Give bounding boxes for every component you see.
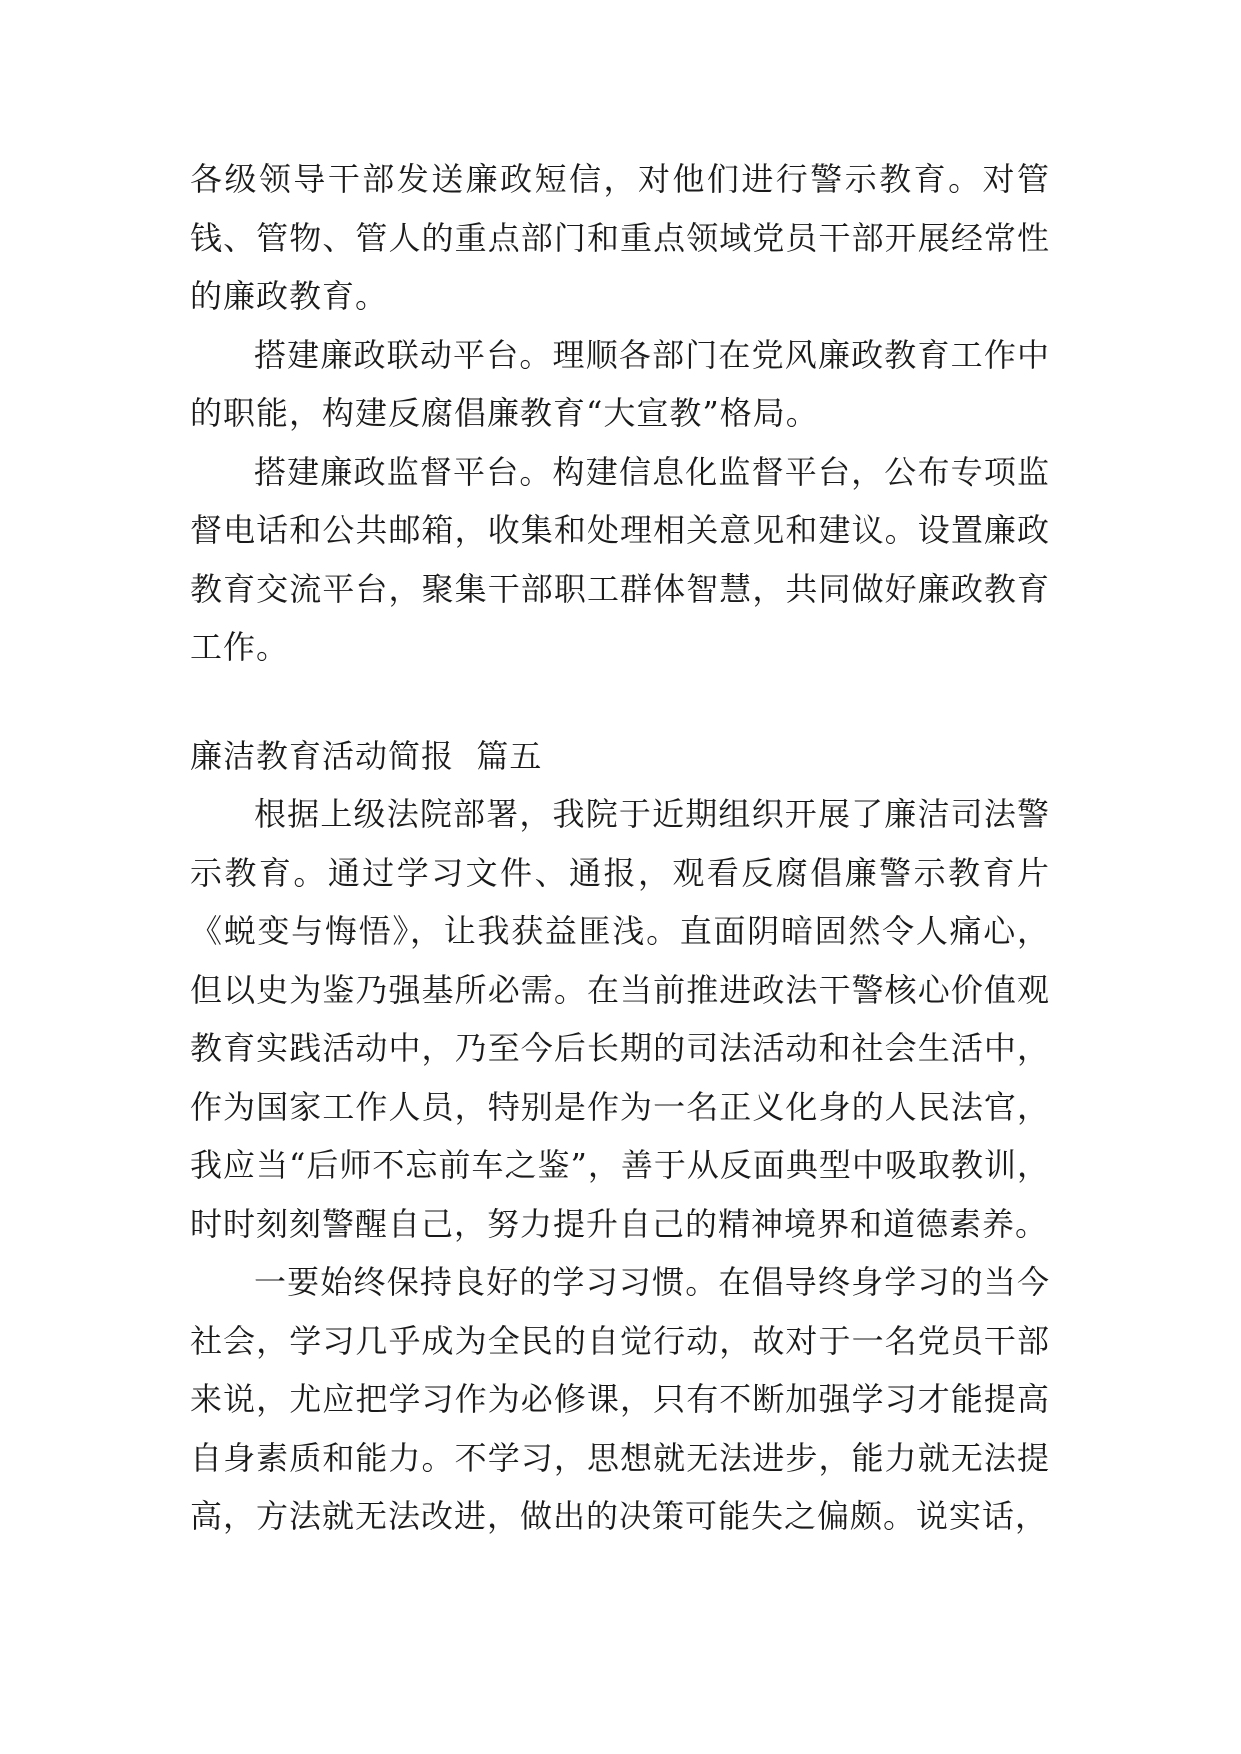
paragraph-warning-education: 根据上级法院部署，我院于近期组织开展了廉洁司法警示教育。通过学习文件、通报，观看反腐倡廉警示教育片《蜕变与悔悟》，让我获益匪浅。直面阴暗固然令人痛心，但以史为鉴乃强基所必需。在当前推进政法干警核心价值观教育实践活动中，乃至今后长期的司法活动和社会生活中，作为国家工作人员，特别是作为一名正义化身的人民法官，我应当“后师不忘前车之鉴”，善于从反面典型中吸取教训，时时刻刻警醒自己，努力提升自己的精神境界和道德素养。 (190, 795, 1050, 1243)
section-title: 廉洁教育活动简报 篇五 (190, 736, 543, 775)
paragraph-sms-warning: 各级领导干部发送廉政短信，对他们进行警示教育。对管钱、管物、管人的重点部门和重点领域党员干部开展经常性的廉政教育。 (190, 160, 1050, 315)
paragraph-linkage-platform: 搭建廉政联动平台。理顺各部门在党风廉政教育工作中的职能，构建反腐倡廉教育“大宣教”格局。 (190, 335, 1050, 432)
paragraph-supervision-platform: 搭建廉政监督平台。构建信息化监督平台，公布专项监督电话和公共邮箱，收集和处理相关意见和建议。设置廉政教育交流平台，聚集干部职工群体智慧，共同做好廉政教育工作。 (190, 452, 1050, 666)
paragraph-learning-habit: 一要始终保持良好的学习习惯。在倡导终身学习的当今社会，学习几乎成为全民的自觉行动，故对于一名党员干部来说，尤应把学习作为必修课，只有不断加强学习才能提高自身素质和能力。不学习，思想就无法进步，能力就无法提高，方法就无法改进，做出的决策可能失之偏颇。说实话， (190, 1263, 1050, 1535)
section-spacer (190, 677, 1050, 727)
document-body (190, 150, 1050, 1546)
